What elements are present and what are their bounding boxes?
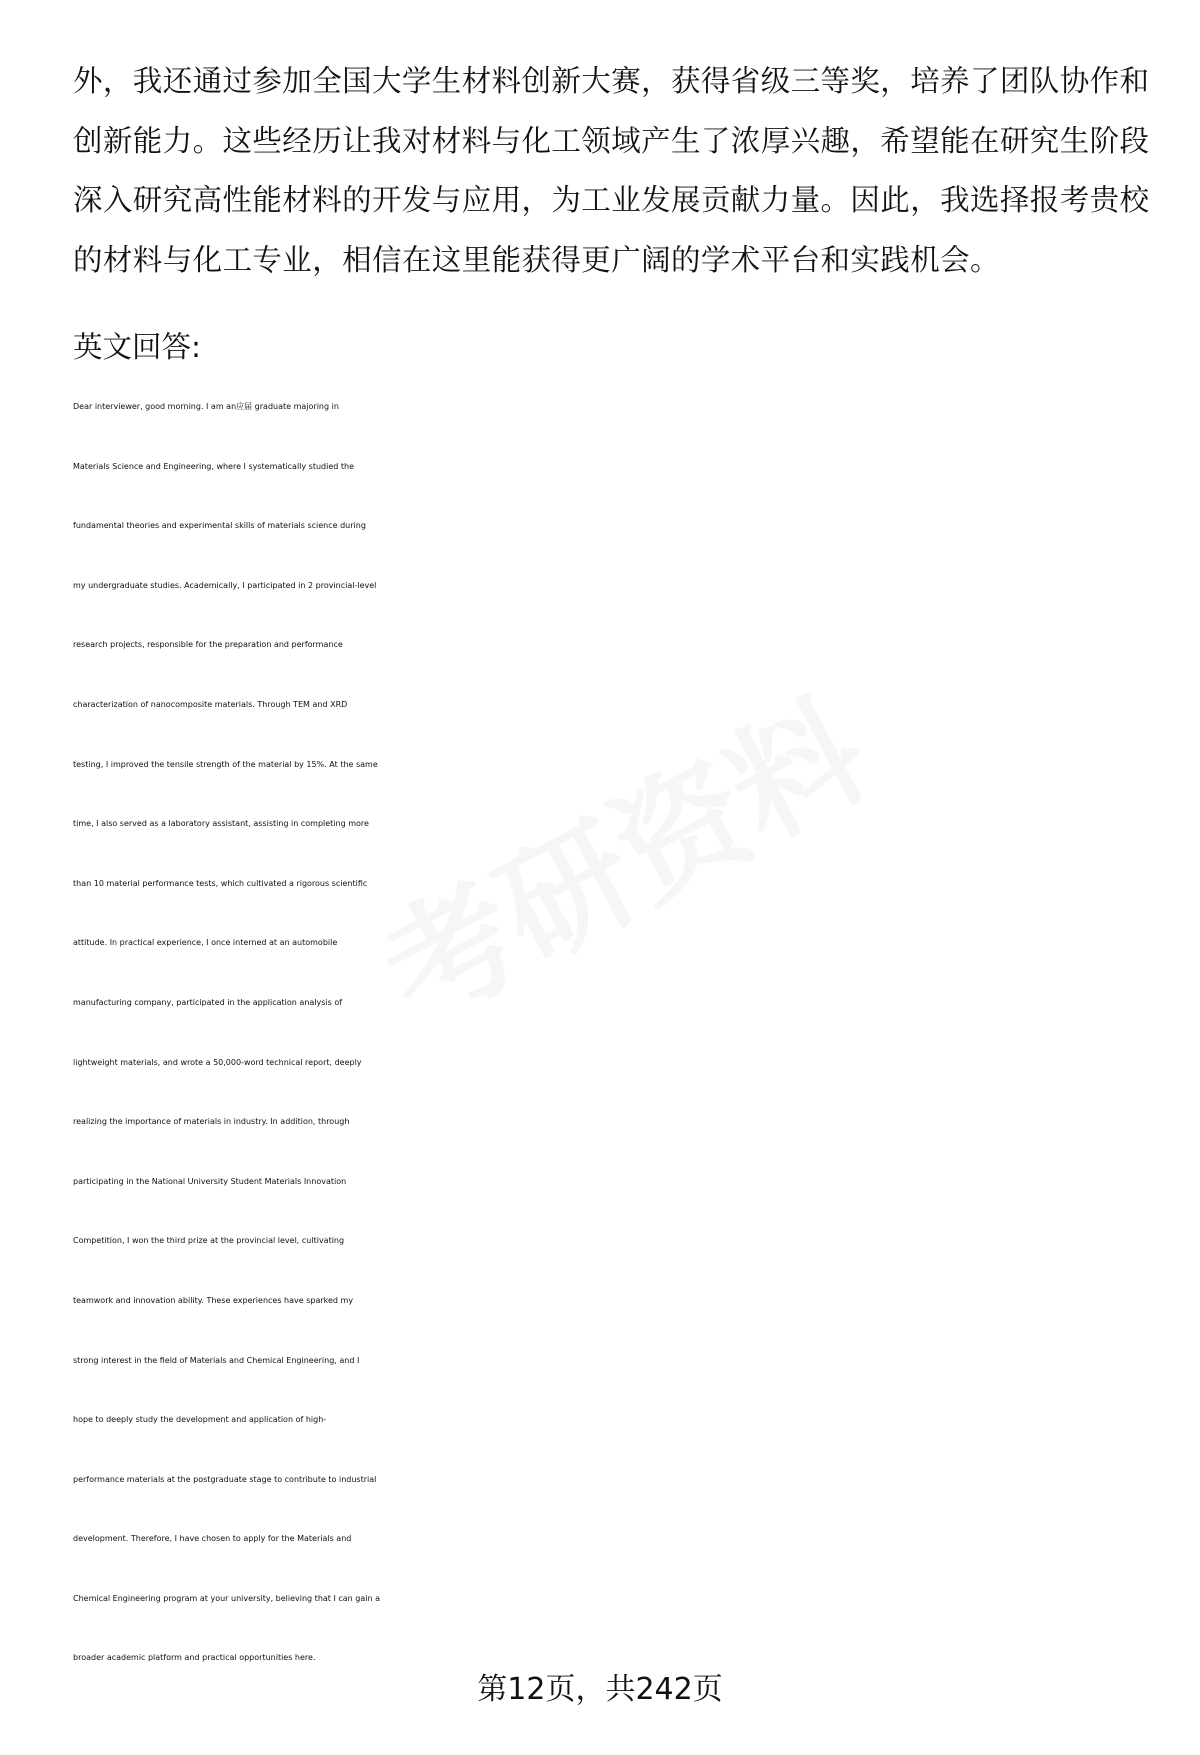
- chinese-paragraph: [73, 52, 1163, 290]
- english-line-6: characterization of nanocomposite materials. Through TEM and XRD: [73, 699, 348, 709]
- english-line-9: than 10 material performance tests, which cultivated a rigorous scientific: [73, 878, 368, 888]
- english-line-13: realizing the importance of materials in industry. In addition, through: [73, 1117, 350, 1127]
- english-line-10: attitude. In practical experience, I once interned at an automobile: [73, 938, 338, 948]
- english-line-14: participating in the National University Student Materials Innovation: [73, 1176, 347, 1186]
- english-line-2: Materials Science and Engineering, where I systematically studied the: [73, 461, 355, 471]
- english-line-21: Chemical Engineering program at your university, believing that I can gain a: [73, 1593, 381, 1603]
- chinese-line-3: 深入研究高性能材料的开发与应用，为工业发展贡献力量。因此，我选择报考贵校: [73, 183, 1150, 217]
- english-line-1: Dear interviewer, good morning. I am an应届 graduate majoring in: [73, 402, 339, 411]
- english-line-15: Competition, I won the third prize at the provincial level, cultivating: [73, 1236, 345, 1246]
- english-line-17: strong interest in the field of Materials and Chemical Engineering, and I: [73, 1355, 360, 1365]
- english-line-3: fundamental theories and experimental skills of materials science during: [73, 521, 366, 531]
- page-number-footer: 第12页，共242页: [477, 1672, 723, 1707]
- english-line-22: broader academic platform and practical opportunities here.: [73, 1653, 316, 1663]
- chinese-line-4: 的材料与化工专业，相信在这里能获得更广阔的学术平台和实践机会。: [73, 242, 1000, 277]
- english-answer-heading: 英文回答:: [73, 330, 201, 364]
- english-line-16: teamwork and innovation ability. These experiences have sparked my: [73, 1295, 354, 1305]
- chinese-line-1: 外，我还通过参加全国大学生材料创新大赛，获得省级三等奖，培养了团队协作和: [73, 64, 1150, 98]
- chinese-line-2: 创新能力。这些经历让我对材料与化工领域产生了浓厚兴趣，希望能在研究生阶段: [73, 123, 1150, 158]
- english-line-20: development. Therefore, I have chosen to apply for the Materials and: [73, 1534, 352, 1544]
- english-line-7: testing, I improved the tensile strength of the material by 15%. At the same: [73, 759, 378, 769]
- english-line-18: hope to deeply study the development and application of high-: [73, 1415, 327, 1425]
- english-line-19: performance materials at the postgraduate stage to contribute to industrial: [73, 1474, 377, 1484]
- english-line-11: manufacturing company, participated in the application analysis of: [73, 997, 343, 1007]
- english-paragraph: [73, 377, 1173, 1688]
- english-line-4: my undergraduate studies. Academically, I participated in 2 provincial-level: [73, 580, 377, 590]
- english-line-12: lightweight materials, and wrote a 50,000-word technical report, deeply: [73, 1057, 362, 1067]
- english-line-8: time, I also served as a laboratory assistant, assisting in completing more: [73, 819, 369, 829]
- english-line-5: research projects, responsible for the preparation and performance: [73, 640, 343, 650]
